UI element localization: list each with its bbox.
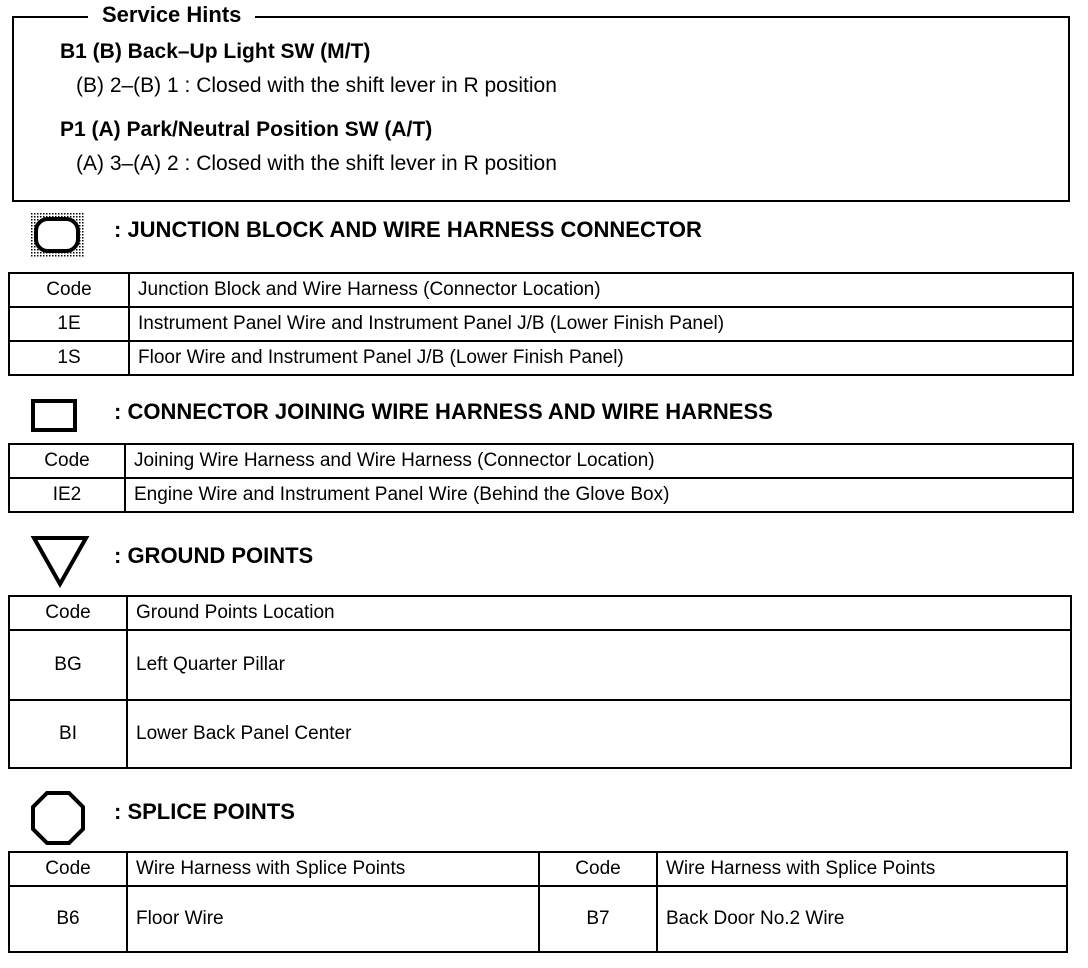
header-desc: Ground Points Location: [127, 596, 1071, 630]
row-desc: Lower Back Panel Center: [127, 700, 1071, 768]
row-code: BI: [9, 700, 127, 768]
row-code: 1S: [9, 341, 129, 375]
ground-section-title: : GROUND POINTS: [114, 543, 314, 568]
header-desc: Junction Block and Wire Harness (Connector Location): [129, 273, 1073, 307]
row-code: BG: [9, 630, 127, 700]
table-row: [9, 307, 1073, 341]
rectangle-icon: [30, 398, 78, 434]
row-desc-2: Back Door No.2 Wire: [657, 886, 1067, 952]
hint-heading-b1: B1 (B) Back–Up Light SW (M/T): [60, 40, 371, 63]
hint-heading-p1: P1 (A) Park/Neutral Position SW (A/T): [60, 118, 433, 141]
table-row: [9, 886, 1067, 952]
table-row: [9, 341, 1073, 375]
splice-table: [8, 851, 1068, 953]
row-code-2: B7: [539, 886, 657, 952]
table-header-row: [9, 852, 1067, 886]
table-header-row: [9, 444, 1073, 478]
table-row: [9, 478, 1073, 512]
rounded-box-icon: [28, 210, 86, 260]
row-desc: Floor Wire: [127, 886, 539, 952]
connector-table: [8, 443, 1074, 513]
table-row: [9, 630, 1071, 700]
row-desc: Floor Wire and Instrument Panel J/B (Lower Finish Panel): [129, 341, 1073, 375]
triangle-down-icon: [30, 534, 90, 588]
header-code: Code: [9, 852, 127, 886]
table-header-row: [9, 273, 1073, 307]
hint-detail-b1: (B) 2–(B) 1 : Closed with the shift lever in R position: [76, 74, 557, 97]
header-desc-2: Wire Harness with Splice Points: [657, 852, 1067, 886]
row-code: 1E: [9, 307, 129, 341]
service-hints-title: Service Hints: [88, 3, 255, 27]
header-code: Code: [9, 273, 129, 307]
row-code: B6: [9, 886, 127, 952]
header-desc: Joining Wire Harness and Wire Harness (Connector Location): [125, 444, 1073, 478]
header-code: Code: [9, 596, 127, 630]
table-row: [9, 700, 1071, 768]
header-code: Code: [9, 444, 125, 478]
junction-table: [8, 272, 1074, 376]
header-desc: Wire Harness with Splice Points: [127, 852, 539, 886]
hint-detail-p1: (A) 3–(A) 2 : Closed with the shift lever in R position: [76, 152, 557, 175]
octagon-icon: [30, 790, 86, 846]
row-desc: Instrument Panel Wire and Instrument Panel J/B (Lower Finish Panel): [129, 307, 1073, 341]
splice-section-title: : SPLICE POINTS: [114, 799, 295, 824]
row-desc: Left Quarter Pillar: [127, 630, 1071, 700]
row-code: IE2: [9, 478, 125, 512]
header-code-2: Code: [539, 852, 657, 886]
table-header-row: [9, 596, 1071, 630]
connector-section-title: : CONNECTOR JOINING WIRE HARNESS AND WIRE HARNESS: [114, 399, 773, 424]
row-desc: Engine Wire and Instrument Panel Wire (Behind the Glove Box): [125, 478, 1073, 512]
service-hints-box: [12, 16, 1070, 202]
junction-section-title: : JUNCTION BLOCK AND WIRE HARNESS CONNECTOR: [114, 217, 702, 242]
ground-table: [8, 595, 1072, 769]
